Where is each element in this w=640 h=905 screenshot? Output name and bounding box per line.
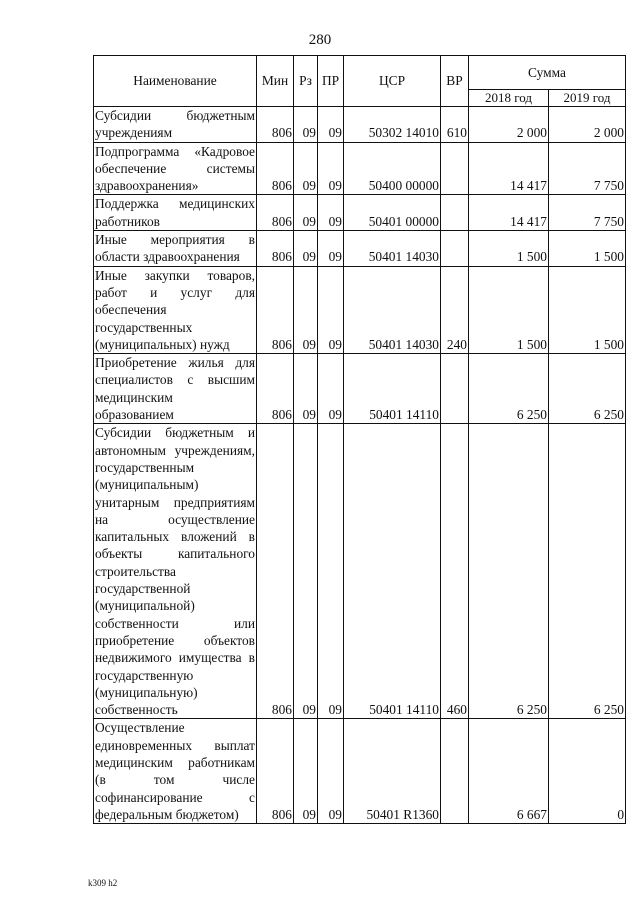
row-min: 806 [257, 266, 294, 353]
row-vr [441, 354, 469, 424]
row-sum-2018: 14 417 [469, 195, 549, 231]
row-pr: 09 [318, 231, 344, 267]
header-csr: ЦСР [344, 56, 441, 107]
header-rz: Рз [294, 56, 318, 107]
row-sum-2019: 6 250 [549, 424, 626, 719]
table-row [94, 195, 626, 231]
row-name: Подпрограмма «Кадровое обеспечение системы здравоохранения» [95, 143, 255, 194]
row-min: 806 [257, 231, 294, 267]
row-sum-2019: 1 500 [549, 231, 626, 267]
row-csr: 50302 14010 [344, 107, 441, 143]
row-name: Приобретение жилья для специалистов с высшим медицинским образованием [95, 355, 255, 423]
table-row [94, 142, 626, 195]
row-sum-2018: 2 000 [469, 107, 549, 143]
row-csr: 50401 R1360 [344, 719, 441, 824]
header-vr: ВР [441, 56, 469, 107]
header-year-2019: 2019 год [549, 90, 626, 107]
row-pr: 09 [318, 195, 344, 231]
row-name: Иные закупки товаров, работ и услуг для обеспечения государственных (муниципальных) нужд [95, 267, 255, 352]
row-rz: 09 [294, 142, 318, 195]
row-min: 806 [257, 107, 294, 143]
row-sum-2019: 7 750 [549, 142, 626, 195]
row-pr: 09 [318, 266, 344, 353]
page-number: 280 [308, 32, 332, 48]
row-pr: 09 [318, 142, 344, 195]
footer-code: k309 h2 [88, 878, 118, 888]
row-pr: 09 [318, 107, 344, 143]
row-sum-2018: 6 667 [469, 719, 549, 824]
row-csr: 50400 00000 [344, 142, 441, 195]
row-rz: 09 [294, 266, 318, 353]
row-sum-2018: 1 500 [469, 266, 549, 353]
row-name: Субсидии бюджетным учреждениям [95, 108, 255, 141]
row-vr: 460 [441, 424, 469, 719]
row-min: 806 [257, 354, 294, 424]
row-sum-2019: 2 000 [549, 107, 626, 143]
header-pr: ПР [318, 56, 344, 107]
row-rz: 09 [294, 231, 318, 267]
row-min: 806 [257, 195, 294, 231]
table-row [94, 266, 626, 353]
row-vr [441, 142, 469, 195]
row-sum-2019: 7 750 [549, 195, 626, 231]
row-vr [441, 719, 469, 824]
row-sum-2018: 6 250 [469, 424, 549, 719]
row-pr: 09 [318, 719, 344, 824]
row-min: 806 [257, 142, 294, 195]
row-sum-2019: 1 500 [549, 266, 626, 353]
row-name: Субсидии бюджетным и автономным учреждениям, государственным (муниципальным) унитарным предприятиям на осуществление капитальных вложений в объекты капитального строительства государственной (муниципальной) собственности или приобретение объектов недвижимого имущества в государственную (муниципальную) собственность [95, 425, 255, 718]
row-csr: 50401 14110 [344, 354, 441, 424]
row-min: 806 [257, 719, 294, 824]
row-vr [441, 195, 469, 231]
row-rz: 09 [294, 354, 318, 424]
row-rz: 09 [294, 107, 318, 143]
table-row [94, 107, 626, 143]
row-name: Иные мероприятия в области здравоохранения [95, 232, 255, 265]
table-row [94, 231, 626, 267]
row-vr [441, 231, 469, 267]
row-sum-2019: 0 [549, 719, 626, 824]
header-sum: Сумма [469, 56, 626, 90]
table-row [94, 354, 626, 424]
header-name: Наименование [94, 56, 257, 107]
row-csr: 50401 00000 [344, 195, 441, 231]
table-row [94, 719, 626, 824]
row-sum-2019: 6 250 [549, 354, 626, 424]
row-csr: 50401 14030 [344, 266, 441, 353]
table-row [94, 424, 626, 719]
row-min: 806 [257, 424, 294, 719]
row-rz: 09 [294, 195, 318, 231]
row-sum-2018: 1 500 [469, 231, 549, 267]
header-min: Мин [257, 56, 294, 107]
table-body [94, 107, 626, 824]
row-rz: 09 [294, 424, 318, 719]
row-name: Поддержка медицинских работников [95, 196, 255, 229]
row-vr: 610 [441, 107, 469, 143]
header-year-2018: 2018 год [469, 90, 549, 107]
row-pr: 09 [318, 354, 344, 424]
row-name: Осуществление единовременных выплат медицинским работникам (в том числе софинансирование с федеральным бюджетом) [95, 720, 255, 822]
row-csr: 50401 14110 [344, 424, 441, 719]
budget-table [93, 55, 626, 824]
row-sum-2018: 14 417 [469, 142, 549, 195]
row-sum-2018: 6 250 [469, 354, 549, 424]
row-pr: 09 [318, 424, 344, 719]
row-rz: 09 [294, 719, 318, 824]
row-vr: 240 [441, 266, 469, 353]
row-csr: 50401 14030 [344, 231, 441, 267]
